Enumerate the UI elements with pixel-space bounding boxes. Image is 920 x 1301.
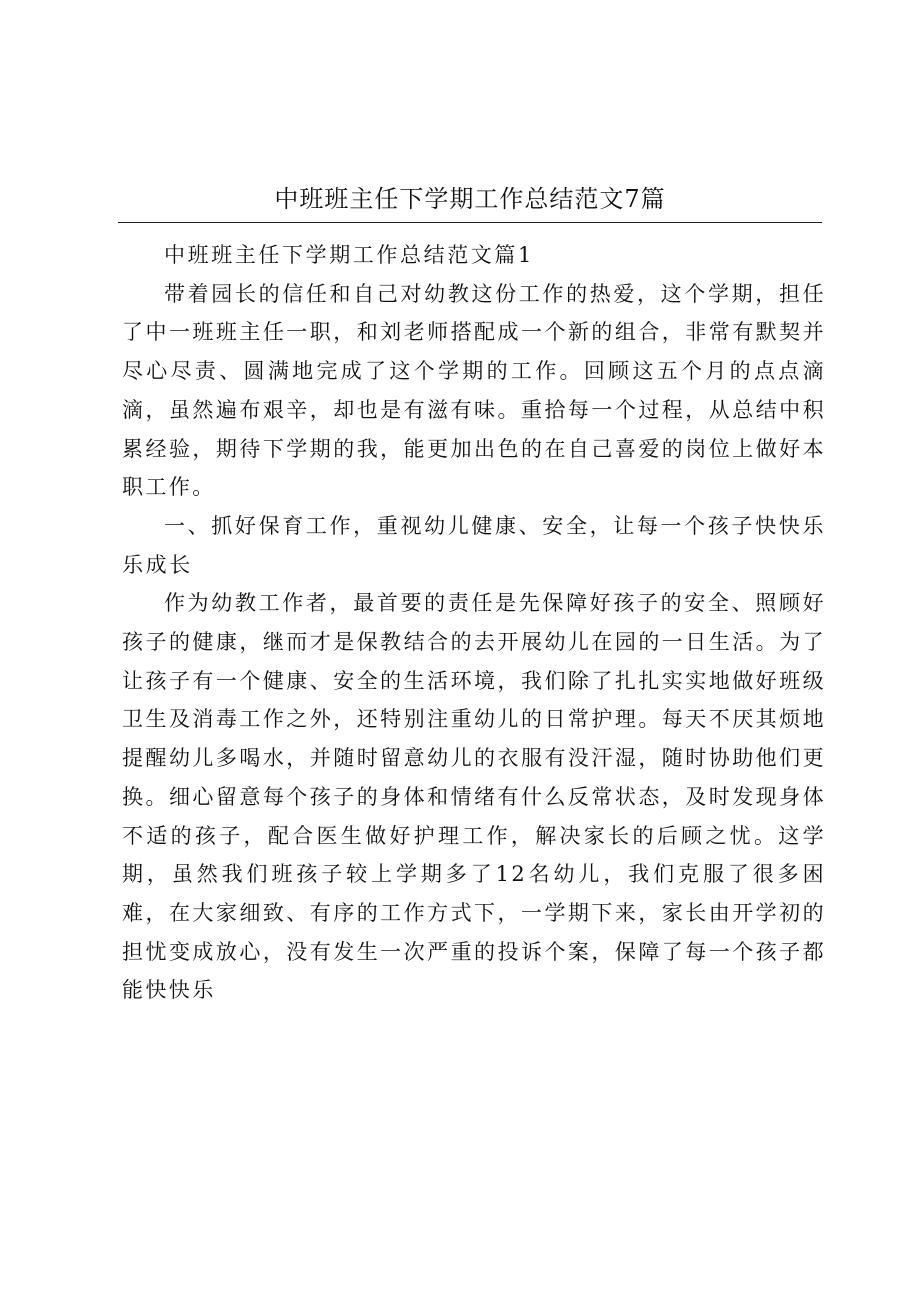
section-heading-one: 一、抓好保育工作，重视幼儿健康、安全，让每一个孩子快快乐乐成长 [122,513,826,577]
body-paragraph: 作为幼教工作者，最首要的责任是先保障好孩子的安全、照顾好孩子的健康，继而才是保教结合的去开展幼儿在园的一日生活。为了让孩子有一个健康、安全的生活环境，我们除了扎扎实实地做好班级卫生及消毒工作之外，还特别注重幼儿的日常护理。每天不厌其烦地提醒幼儿多喝水，并随时留意幼儿的衣服有没汗湿，随时协助他们更换。细心留意每个孩子的身体和情绪有什么反常状态，及时发现身体不适的孩子，配合医生做好护理工作，解决家长的后顾之忧。这学期，虽然我们班孩子较上学期多了12名幼儿，我们克服了很多困难，在大家细致、有序的工作方式下，一学期下来，家长由开学初的担忧变成放心，没有发生一次严重的投诉个案，保障了每一个孩子都能快快乐 [122,591,826,1003]
section-title: 中班班主任下学期工作总结范文篇1 [164,243,534,267]
document-body [122,236,826,1010]
document-title: 中班班主任下学期工作总结范文7篇 [118,182,822,223]
intro-paragraph: 带着园长的信任和自己对幼教这份工作的热爱，这个学期，担任了中一班班主任一职，和刘老师搭配成一个新的组合，非常有默契并尽心尽责、圆满地完成了这个学期的工作。回顾这五个月的点点滴滴，虽然遍布艰辛，却也是有滋有味。重拾每一个过程，从总结中积累经验，期待下学期的我，能更加出色的在自己喜爱的岗位上做好本职工作。 [122,281,826,500]
